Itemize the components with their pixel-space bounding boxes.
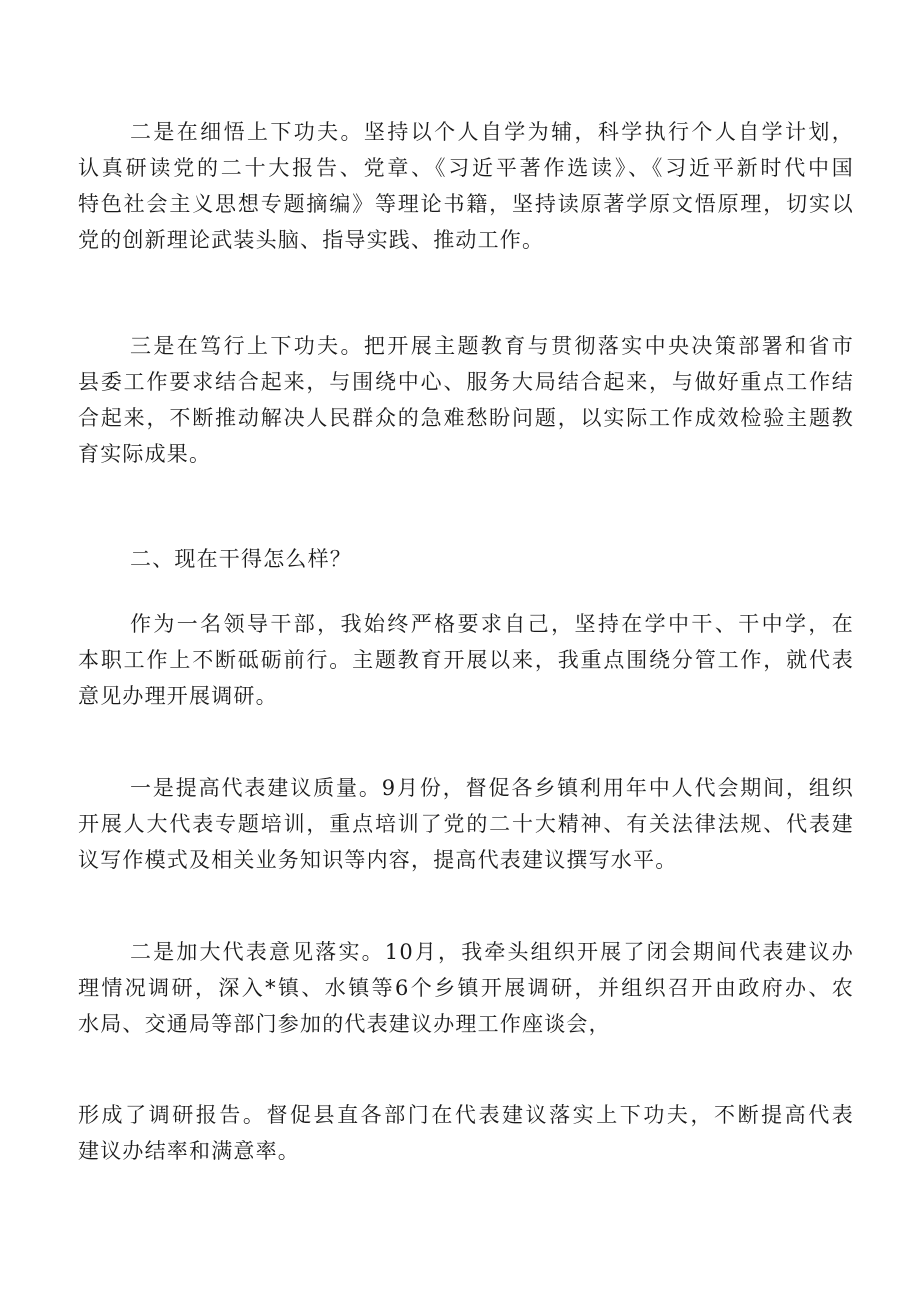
text-line: 合起来，不断推动解决人民群众的急难愁盼问题，以实际工作成效检验主题教 (78, 406, 854, 430)
paragraph-report (78, 1097, 854, 1169)
paragraph-implementation (78, 934, 854, 1042)
text-line: 作为一名领导干部，我始终严格要求自己，坚持在学中干、干中学，在 (130, 612, 854, 636)
paragraph-quality (78, 770, 854, 878)
text-line: 认真研读党的二十大报告、党章、《习近平著作选读》、《习近平新时代中国 (78, 156, 854, 180)
text-line: 本职工作上不断砥砺前行。主题教育开展以来，我重点围绕分管工作，就代表 (78, 648, 854, 672)
text-line: 特色社会主义思想专题摘编》等理论书籍，坚持读原著学原文悟原理，切实以 (78, 192, 854, 216)
text-line: 三是在笃行上下功夫。把开展主题教育与贯彻落实中央决策部署和省市 (130, 334, 854, 358)
text-line: 水局、交通局等部门参加的代表建议办理工作座谈会， (78, 1012, 611, 1036)
text-line: 党的创新理论武装头脑、指导实践、推动工作。 (78, 228, 545, 252)
text-line: 县委工作要求结合起来，与围绕中心、服务大局结合起来，与做好重点工作结 (78, 370, 854, 394)
paragraph-study-in-depth (78, 114, 854, 258)
text-line: 意见办理开展调研。 (78, 684, 278, 708)
text-line: 形成了调研报告。督促县直各部门在代表建议落实上下功夫，不断提高代表 (78, 1103, 854, 1127)
text-line: 理情况调研，深入*镇、水镇等6个乡镇开展调研，并组织召开由政府办、农 (78, 976, 854, 1000)
text-line: 议写作模式及相关业务知识等内容，提高代表建议撰写水平。 (78, 848, 678, 872)
paragraph-intro (78, 606, 854, 714)
paragraph-practice (78, 328, 854, 472)
text-line: 建议办结率和满意率。 (78, 1139, 300, 1163)
text-line: 一是提高代表建议质量。9月份，督促各乡镇利用年中人代会期间，组织 (130, 776, 854, 800)
section-heading: 二、现在干得怎么样？ (130, 547, 352, 571)
text-line: 育实际成果。 (78, 442, 212, 466)
text-line: 二是加大代表意见落实。10月，我牵头组织开展了闭会期间代表建议办 (130, 940, 854, 964)
text-line: 二是在细悟上下功夫。坚持以个人自学为辅，科学执行个人自学计划， (130, 120, 854, 144)
text-line: 开展人大代表专题培训，重点培训了党的二十大精神、有关法律法规、代表建 (78, 812, 854, 836)
